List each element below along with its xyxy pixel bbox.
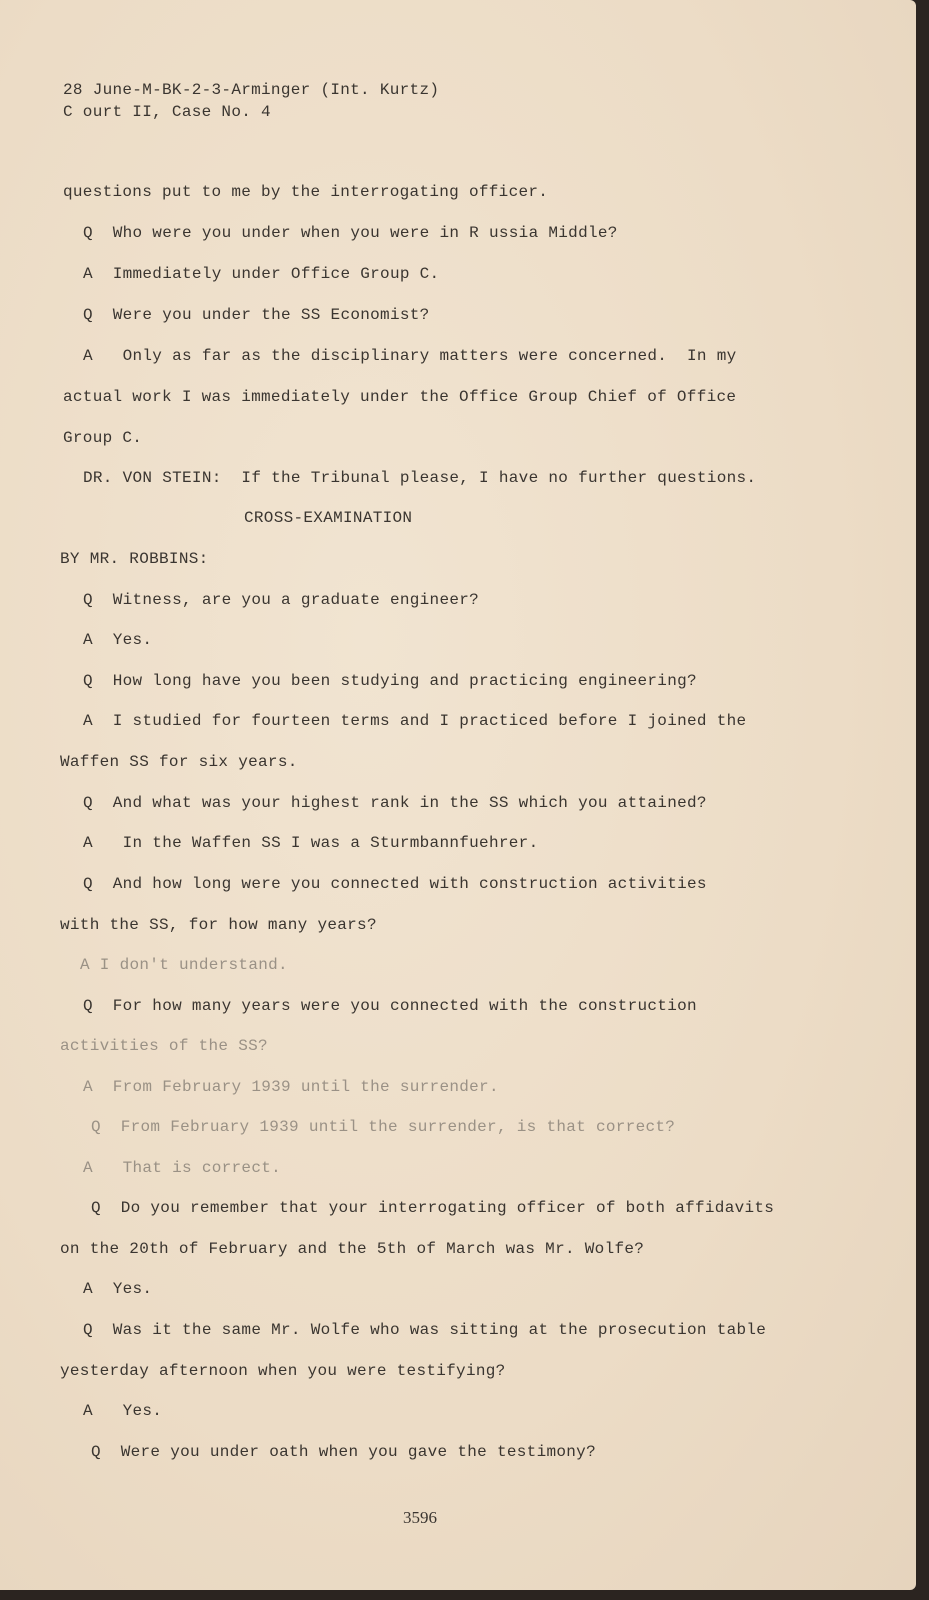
- transcript-line: actual work I was immediately under the Office Group Chief of Office: [63, 388, 737, 406]
- transcript-line: Q Were you under oath when you gave the testimony?: [91, 1443, 596, 1461]
- transcript-line: on the 20th of February and the 5th of March was Mr. Wolfe?: [60, 1240, 645, 1258]
- transcript-line: DR. VON STEIN: If the Tribunal please, I have no further questions.: [83, 469, 757, 487]
- transcript-line: yesterday afternoon when you were testifying?: [60, 1362, 506, 1380]
- transcript-line: with the SS, for how many years?: [60, 916, 377, 934]
- transcript-line: Waffen SS for six years.: [60, 753, 298, 771]
- section-heading: CROSS-EXAMINATION: [244, 509, 413, 527]
- transcript-line: Q For how many years were you connected with the construction: [83, 997, 697, 1015]
- transcript-line: Group C.: [63, 429, 143, 447]
- transcript-line: Q How long have you been studying and practicing engineering?: [83, 672, 697, 690]
- transcript-line: A Yes.: [83, 1402, 163, 1420]
- transcript-line: A Only as far as the disciplinary matters were concerned. In my: [83, 347, 737, 365]
- transcript-line-faded: A I don't understand.: [80, 956, 288, 974]
- transcript-line: A In the Waffen SS I was a Sturmbannfuehrer.: [83, 834, 539, 852]
- transcript-line-faded: A That is correct.: [83, 1159, 282, 1177]
- transcript-line-faded: activities of the SS?: [60, 1037, 268, 1055]
- transcript-line: A Immediately under Office Group C.: [83, 265, 440, 283]
- header-line-1: 28 June-M-BK-2-3-Arminger (Int. Kurtz): [63, 81, 440, 99]
- transcript-line: A Yes.: [83, 631, 153, 649]
- transcript-line: Q Was it the same Mr. Wolfe who was sitting at the prosecution table: [83, 1321, 767, 1339]
- transcript-line: A Yes.: [83, 1280, 153, 1298]
- header-line-2: C ourt II, Case No. 4: [63, 103, 271, 121]
- page-number: 3596: [403, 1508, 437, 1527]
- transcript-line: Q And how long were you connected with construction activities: [83, 875, 707, 893]
- transcript-line: Q Who were you under when you were in R ussia Middle?: [83, 224, 618, 242]
- transcript-line: BY MR. ROBBINS:: [60, 550, 209, 568]
- transcript-line: Q Were you under the SS Economist?: [83, 306, 430, 324]
- transcript-line-faded: A From February 1939 until the surrender.: [83, 1078, 499, 1096]
- transcript-line: Q Do you remember that your interrogating officer of both affidavits: [91, 1199, 775, 1217]
- transcript-line: Q And what was your highest rank in the SS which you attained?: [83, 794, 707, 812]
- transcript-line: A I studied for fourteen terms and I practiced before I joined the: [83, 712, 747, 730]
- transcript-line: Q Witness, are you a graduate engineer?: [83, 591, 480, 609]
- transcript-line: questions put to me by the interrogating officer.: [63, 183, 549, 201]
- transcript-line-faded: Q From February 1939 until the surrender, is that correct?: [91, 1118, 676, 1136]
